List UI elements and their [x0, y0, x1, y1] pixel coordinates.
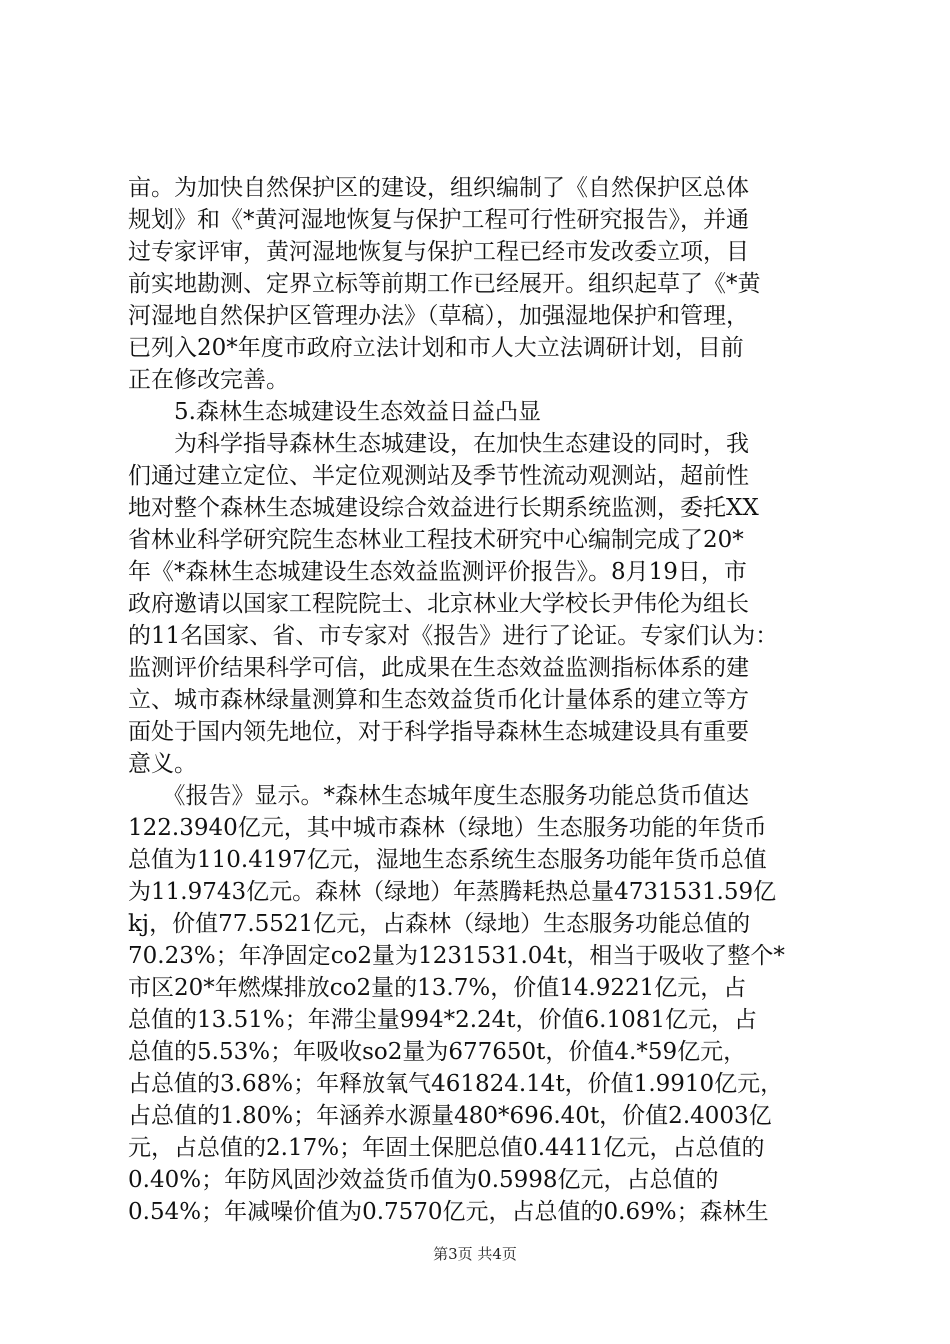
body-line: 前实地勘测、定界立标等前期工作已经展开。组织起草了《*黄 — [128, 271, 761, 297]
document-body — [128, 172, 830, 1228]
body-line: 0.54%；年减噪价值为0.7570亿元，占总值的0.69%；森林生 — [128, 1199, 769, 1225]
body-line: 元，占总值的2.17%；年固土保肥总值0.4411亿元，占总值的 — [128, 1135, 765, 1161]
body-line: 122.3940亿元，其中城市森林（绿地）生态服务功能的年货币 — [128, 815, 767, 841]
body-line: 总值的13.51%；年滞尘量994*2.24t，价值6.1081亿元，占 — [128, 1007, 758, 1033]
page-number-footer: 第3页 共4页 — [433, 1245, 517, 1263]
body-line: 政府邀请以国家工程院院士、北京林业大学校长尹伟伦为组长 — [128, 591, 749, 617]
body-line: 为科学指导森林生态城建设，在加快生态建设的同时，我 — [128, 431, 749, 457]
body-line: 的11名国家、省、市专家对《报告》进行了论证。专家们认为： — [128, 623, 779, 649]
body-line: 《报告》显示。*森林生态城年度生态服务功能总货币值达 — [128, 783, 749, 809]
body-line: 监测评价结果科学可信，此成果在生态效益监测指标体系的建 — [128, 655, 749, 681]
body-line: 们通过建立定位、半定位观测站及季节性流动观测站，超前性 — [128, 463, 749, 489]
body-line: 总值的5.53%；年吸收so2量为677650t，价值4.*59亿元， — [128, 1039, 747, 1065]
body-line: 省林业科学研究院生态林业工程技术研究中心编制完成了20* — [128, 527, 744, 553]
body-line: 地对整个森林生态城建设综合效益进行长期系统监测，委托XX — [128, 495, 759, 521]
body-line: kj，价值77.5521亿元，占森林（绿地）生态服务功能总值的 — [128, 911, 751, 937]
body-line: 河湿地自然保护区管理办法》（草稿），加强湿地保护和管理， — [128, 303, 749, 329]
body-line: 为11.9743亿元。森林（绿地）年蒸腾耗热总量4731531.59亿 — [128, 879, 777, 905]
body-line: 亩。为加快自然保护区的建设，组织编制了《自然保护区总体 — [128, 175, 749, 201]
body-line: 占总值的1.80%；年涵养水源量480*696.40t，价值2.4003亿 — [128, 1103, 772, 1129]
body-line: 面处于国内领先地位，对于科学指导森林生态城建设具有重要 — [128, 719, 749, 745]
body-line: 70.23%；年净固定co2量为1231531.04t，相当于吸收了整个* — [128, 943, 785, 969]
body-line: 总值为110.4197亿元，湿地生态系统生态服务功能年货币总值 — [128, 847, 767, 873]
body-line: 立、城市森林绿量测算和生态效益货币化计量体系的建立等方 — [128, 687, 749, 713]
body-line: 年《*森林生态城建设生态效益监测评价报告》。8月19日，市 — [128, 559, 747, 585]
body-line: 规划》和《*黄河湿地恢复与保护工程可行性研究报告》，并通 — [128, 207, 749, 233]
body-line: 市区20*年燃煤排放co2量的13.7%，价值14.9221亿元，占 — [128, 975, 747, 1001]
body-line: 占总值的3.68%；年释放氧气461824.14t，价值1.9910亿元， — [128, 1071, 784, 1097]
body-line: 意义。 — [128, 751, 197, 777]
body-line: 过专家评审，黄河湿地恢复与保护工程已经市发改委立项，目 — [128, 239, 749, 265]
body-line: 0.40%；年防风固沙效益货币值为0.5998亿元，占总值的 — [128, 1167, 719, 1193]
section-heading: 5.森林生态城建设生态效益日益凸显 — [128, 399, 541, 425]
body-line: 正在修改完善。 — [128, 367, 289, 393]
body-line: 已列入20*年度市政府立法计划和市人大立法调研计划，目前 — [128, 335, 744, 361]
